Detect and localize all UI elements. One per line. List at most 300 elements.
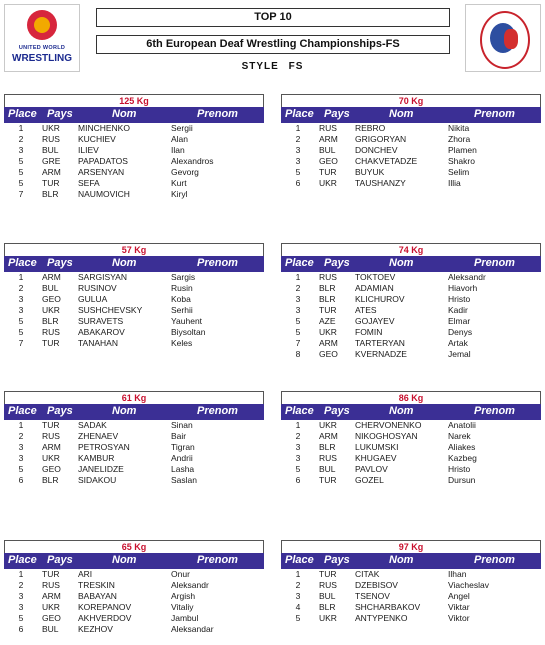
table-header bbox=[4, 107, 264, 123]
column-header-nom: Nom bbox=[389, 108, 414, 120]
firstname-cell: Aleksandar bbox=[171, 624, 214, 634]
column-header-prenom: Prenom bbox=[197, 108, 238, 120]
table-row bbox=[4, 431, 264, 442]
table-row bbox=[281, 338, 541, 349]
surname-cell: GRIGORYAN bbox=[355, 134, 407, 144]
firstname-cell: Dursun bbox=[448, 475, 476, 485]
table-row bbox=[4, 442, 264, 453]
firstname-cell: Sargis bbox=[171, 272, 196, 282]
place-cell: 2 bbox=[295, 431, 301, 441]
column-header-place: Place bbox=[8, 108, 37, 120]
page-title: TOP 10 bbox=[96, 8, 450, 27]
firstname-cell: Aleksandr bbox=[448, 272, 486, 282]
table-row bbox=[281, 134, 541, 145]
weight-category-panel bbox=[4, 243, 264, 349]
surname-cell: SHCHARBAKOV bbox=[355, 602, 421, 612]
surname-cell: CHAKVETADZE bbox=[355, 156, 418, 166]
weight-class-title: 125 Kg bbox=[4, 94, 264, 107]
country-cell: TUR bbox=[42, 178, 60, 188]
table-row bbox=[4, 134, 264, 145]
country-cell: RUS bbox=[319, 123, 337, 133]
place-cell: 5 bbox=[18, 167, 24, 177]
surname-cell: TAUSHANZY bbox=[355, 178, 406, 188]
firstname-cell: Gevorg bbox=[171, 167, 199, 177]
place-cell: 7 bbox=[18, 189, 24, 199]
surname-cell: TRESKIN bbox=[78, 580, 115, 590]
place-cell: 2 bbox=[18, 580, 24, 590]
table-header bbox=[4, 553, 264, 569]
table-row bbox=[4, 591, 264, 602]
country-cell: TUR bbox=[319, 305, 337, 315]
firstname-cell: Hristo bbox=[448, 464, 471, 474]
place-cell: 2 bbox=[18, 283, 24, 293]
surname-cell: RUSINOV bbox=[78, 283, 117, 293]
firstname-cell: Selim bbox=[448, 167, 470, 177]
firstname-cell: Angel bbox=[448, 591, 470, 601]
country-cell: GRE bbox=[42, 156, 61, 166]
table-row bbox=[281, 156, 541, 167]
table-row bbox=[281, 167, 541, 178]
surname-cell: SIDAKOU bbox=[78, 475, 117, 485]
surname-cell: ARSENYAN bbox=[78, 167, 125, 177]
place-cell: 1 bbox=[18, 272, 24, 282]
column-header-pays: Pays bbox=[47, 554, 73, 566]
uww-emblem-icon bbox=[27, 10, 57, 40]
firstname-cell: Sergii bbox=[171, 123, 193, 133]
country-cell: UKR bbox=[42, 123, 60, 133]
country-cell: ARM bbox=[42, 442, 61, 452]
weight-category-panel bbox=[281, 540, 541, 624]
championship-title: 6th European Deaf Wrestling Championships-FS bbox=[96, 35, 450, 54]
place-cell: 3 bbox=[18, 591, 24, 601]
country-cell: TUR bbox=[42, 420, 60, 430]
table-row bbox=[281, 316, 541, 327]
place-cell: 3 bbox=[18, 442, 24, 452]
surname-cell: GULUA bbox=[78, 294, 108, 304]
country-cell: RUS bbox=[42, 580, 60, 590]
surname-cell: ZHENAEV bbox=[78, 431, 119, 441]
firstname-cell: Yauhent bbox=[171, 316, 203, 326]
column-header-prenom: Prenom bbox=[474, 554, 515, 566]
table-row bbox=[4, 189, 264, 200]
country-cell: BLR bbox=[319, 442, 336, 452]
firstname-cell: Ilan bbox=[171, 145, 185, 155]
surname-cell: KLICHUROV bbox=[355, 294, 405, 304]
surname-cell: TANAHAN bbox=[78, 338, 118, 348]
table-row bbox=[281, 294, 541, 305]
surname-cell: FOMIN bbox=[355, 327, 383, 337]
weight-class-title: 57 Kg bbox=[4, 243, 264, 256]
place-cell: 5 bbox=[18, 156, 24, 166]
table-row bbox=[281, 591, 541, 602]
deaf-championship-logo bbox=[465, 4, 541, 72]
weight-class-title: 61 Kg bbox=[4, 391, 264, 404]
surname-cell: MINCHENKO bbox=[78, 123, 130, 133]
table-row bbox=[4, 569, 264, 580]
country-cell: TUR bbox=[319, 475, 337, 485]
country-cell: TUR bbox=[319, 167, 337, 177]
place-cell: 2 bbox=[18, 134, 24, 144]
place-cell: 2 bbox=[18, 431, 24, 441]
place-cell: 7 bbox=[18, 338, 24, 348]
column-header-nom: Nom bbox=[389, 554, 414, 566]
country-cell: UKR bbox=[319, 327, 337, 337]
firstname-cell: Kiryl bbox=[171, 189, 188, 199]
surname-cell: PAPADATOS bbox=[78, 156, 128, 166]
table-row bbox=[4, 123, 264, 134]
table-row bbox=[4, 624, 264, 635]
place-cell: 5 bbox=[295, 327, 301, 337]
country-cell: GEO bbox=[319, 156, 338, 166]
surname-cell: SEFA bbox=[78, 178, 100, 188]
country-cell: UKR bbox=[42, 305, 60, 315]
firstname-cell: Keles bbox=[171, 338, 193, 348]
table-row bbox=[281, 442, 541, 453]
place-cell: 1 bbox=[295, 569, 301, 579]
style-value: FS bbox=[288, 61, 304, 72]
country-cell: BLR bbox=[42, 475, 59, 485]
country-cell: ARM bbox=[42, 272, 61, 282]
column-header-nom: Nom bbox=[112, 554, 137, 566]
country-cell: UKR bbox=[42, 453, 60, 463]
country-cell: RUS bbox=[319, 453, 337, 463]
table-row bbox=[281, 420, 541, 431]
firstname-cell: Hiavorh bbox=[448, 283, 478, 293]
surname-cell: ANTYPENKO bbox=[355, 613, 408, 623]
column-header-place: Place bbox=[8, 405, 37, 417]
surname-cell: KHUGAEV bbox=[355, 453, 397, 463]
column-header-nom: Nom bbox=[112, 405, 137, 417]
table-row bbox=[281, 613, 541, 624]
firstname-cell: Zhora bbox=[448, 134, 471, 144]
surname-cell: SADAK bbox=[78, 420, 107, 430]
country-cell: GEO bbox=[42, 294, 61, 304]
weight-category-panel bbox=[4, 391, 264, 486]
surname-cell: BUYUK bbox=[355, 167, 385, 177]
table-row bbox=[4, 167, 264, 178]
table-row bbox=[4, 283, 264, 294]
country-cell: RUS bbox=[319, 272, 337, 282]
firstname-cell: Shakro bbox=[448, 156, 475, 166]
firstname-cell: Anatolii bbox=[448, 420, 476, 430]
table-row bbox=[4, 145, 264, 156]
firstname-cell: Alan bbox=[171, 134, 189, 144]
country-cell: UKR bbox=[42, 602, 60, 612]
table-header bbox=[281, 404, 541, 420]
surname-cell: KVERNADZE bbox=[355, 349, 407, 359]
firstname-cell: Plamen bbox=[448, 145, 477, 155]
country-cell: BLR bbox=[42, 189, 59, 199]
firstname-cell: Argish bbox=[171, 591, 196, 601]
country-cell: BUL bbox=[319, 464, 336, 474]
firstname-cell: Vitaliy bbox=[171, 602, 194, 612]
weight-class-title: 74 Kg bbox=[281, 243, 541, 256]
place-cell: 3 bbox=[295, 294, 301, 304]
place-cell: 3 bbox=[295, 442, 301, 452]
firstname-cell: Artak bbox=[448, 338, 468, 348]
table-row bbox=[281, 283, 541, 294]
table-row bbox=[4, 178, 264, 189]
country-cell: BUL bbox=[42, 145, 59, 155]
place-cell: 5 bbox=[295, 316, 301, 326]
surname-cell: NIKOGHOSYAN bbox=[355, 431, 418, 441]
uww-logo-line2: WRESTLING bbox=[12, 53, 72, 64]
place-cell: 2 bbox=[295, 134, 301, 144]
country-cell: AZE bbox=[319, 316, 336, 326]
place-cell: 3 bbox=[295, 145, 301, 155]
table-row bbox=[4, 272, 264, 283]
place-cell: 6 bbox=[295, 475, 301, 485]
table-header bbox=[4, 256, 264, 272]
firstname-cell: Narek bbox=[448, 431, 471, 441]
table-row bbox=[4, 294, 264, 305]
place-cell: 3 bbox=[18, 453, 24, 463]
table-row bbox=[281, 272, 541, 283]
country-cell: BLR bbox=[319, 294, 336, 304]
column-header-place: Place bbox=[285, 554, 314, 566]
country-cell: UKR bbox=[319, 613, 337, 623]
weight-category-panel bbox=[281, 391, 541, 486]
country-cell: RUS bbox=[42, 134, 60, 144]
table-row bbox=[4, 613, 264, 624]
place-cell: 5 bbox=[18, 178, 24, 188]
firstname-cell: Illia bbox=[448, 178, 461, 188]
firstname-cell: Rusin bbox=[171, 283, 193, 293]
surname-cell: SARGISYAN bbox=[78, 272, 127, 282]
place-cell: 3 bbox=[295, 453, 301, 463]
surname-cell: SURAVETS bbox=[78, 316, 124, 326]
country-cell: GEO bbox=[42, 464, 61, 474]
column-header-place: Place bbox=[8, 257, 37, 269]
column-header-pays: Pays bbox=[324, 257, 350, 269]
column-header-nom: Nom bbox=[389, 257, 414, 269]
place-cell: 8 bbox=[295, 349, 301, 359]
place-cell: 3 bbox=[18, 145, 24, 155]
column-header-place: Place bbox=[285, 405, 314, 417]
firstname-cell: Aliakes bbox=[448, 442, 476, 452]
table-row bbox=[4, 338, 264, 349]
country-cell: TUR bbox=[42, 569, 60, 579]
surname-cell: ILIEV bbox=[78, 145, 99, 155]
firstname-cell: Kadir bbox=[448, 305, 468, 315]
surname-cell: KAMBUR bbox=[78, 453, 115, 463]
firstname-cell: Kazbeg bbox=[448, 453, 477, 463]
place-cell: 5 bbox=[295, 464, 301, 474]
surname-cell: KUCHIEV bbox=[78, 134, 116, 144]
table-row bbox=[4, 156, 264, 167]
table-row bbox=[281, 123, 541, 134]
table-row bbox=[281, 464, 541, 475]
country-cell: TUR bbox=[319, 569, 337, 579]
table-row bbox=[281, 178, 541, 189]
country-cell: TUR bbox=[42, 338, 60, 348]
firstname-cell: Onur bbox=[171, 569, 190, 579]
place-cell: 1 bbox=[18, 123, 24, 133]
place-cell: 5 bbox=[295, 613, 301, 623]
table-row bbox=[4, 453, 264, 464]
country-cell: ARM bbox=[42, 591, 61, 601]
weight-class-title: 97 Kg bbox=[281, 540, 541, 553]
country-cell: BLR bbox=[319, 602, 336, 612]
table-row bbox=[281, 580, 541, 591]
firstname-cell: Koba bbox=[171, 294, 191, 304]
weight-category-panel bbox=[281, 243, 541, 360]
firstname-cell: Bair bbox=[171, 431, 187, 441]
column-header-pays: Pays bbox=[324, 108, 350, 120]
firstname-cell: Elmar bbox=[448, 316, 471, 326]
table-row bbox=[4, 327, 264, 338]
surname-cell: CHERVONENKO bbox=[355, 420, 422, 430]
country-cell: BLR bbox=[42, 316, 59, 326]
surname-cell: JANELIDZE bbox=[78, 464, 124, 474]
surname-cell: GOZEL bbox=[355, 475, 384, 485]
country-cell: BLR bbox=[319, 283, 336, 293]
column-header-place: Place bbox=[285, 108, 314, 120]
table-row bbox=[281, 327, 541, 338]
style-label: STYLE bbox=[241, 61, 279, 72]
table-row bbox=[4, 602, 264, 613]
table-row bbox=[4, 475, 264, 486]
column-header-prenom: Prenom bbox=[197, 405, 238, 417]
surname-cell: TOKTOEV bbox=[355, 272, 396, 282]
firstname-cell: Tigran bbox=[171, 442, 195, 452]
place-cell: 6 bbox=[295, 178, 301, 188]
place-cell: 5 bbox=[295, 167, 301, 177]
table-row bbox=[281, 145, 541, 156]
firstname-cell: Viacheslav bbox=[448, 580, 489, 590]
championship-seal-icon bbox=[480, 11, 530, 69]
table-row bbox=[4, 464, 264, 475]
column-header-nom: Nom bbox=[112, 257, 137, 269]
place-cell: 1 bbox=[295, 123, 301, 133]
column-header-place: Place bbox=[285, 257, 314, 269]
place-cell: 4 bbox=[295, 602, 301, 612]
column-header-pays: Pays bbox=[324, 554, 350, 566]
column-header-nom: Nom bbox=[112, 108, 137, 120]
column-header-pays: Pays bbox=[47, 405, 73, 417]
weight-category-panel bbox=[4, 94, 264, 200]
country-cell: RUS bbox=[319, 580, 337, 590]
surname-cell: ARI bbox=[78, 569, 93, 579]
surname-cell: GOJAYEV bbox=[355, 316, 395, 326]
surname-cell: BABAYAN bbox=[78, 591, 117, 601]
firstname-cell: Lasha bbox=[171, 464, 195, 474]
country-cell: BUL bbox=[319, 145, 336, 155]
firstname-cell: Ilhan bbox=[448, 569, 467, 579]
surname-cell: SUSHCHEVSKY bbox=[78, 305, 143, 315]
place-cell: 1 bbox=[18, 569, 24, 579]
weight-class-title: 86 Kg bbox=[281, 391, 541, 404]
table-row bbox=[281, 602, 541, 613]
firstname-cell: Jemal bbox=[448, 349, 471, 359]
country-cell: ARM bbox=[319, 134, 338, 144]
column-header-pays: Pays bbox=[47, 108, 73, 120]
surname-cell: KOREPANOV bbox=[78, 602, 132, 612]
column-header-pays: Pays bbox=[324, 405, 350, 417]
table-row bbox=[4, 316, 264, 327]
surname-cell: KEZHOV bbox=[78, 624, 113, 634]
surname-cell: ADAMIAN bbox=[355, 283, 394, 293]
table-row bbox=[281, 453, 541, 464]
place-cell: 5 bbox=[18, 327, 24, 337]
country-cell: BUL bbox=[319, 591, 336, 601]
firstname-cell: Andrii bbox=[171, 453, 193, 463]
country-cell: GEO bbox=[42, 613, 61, 623]
column-header-prenom: Prenom bbox=[197, 257, 238, 269]
firstname-cell: Alexandros bbox=[171, 156, 214, 166]
column-header-place: Place bbox=[8, 554, 37, 566]
place-cell: 5 bbox=[18, 316, 24, 326]
weight-class-title: 70 Kg bbox=[281, 94, 541, 107]
firstname-cell: Saslan bbox=[171, 475, 197, 485]
weight-category-panel bbox=[281, 94, 541, 189]
country-cell: ARM bbox=[319, 338, 338, 348]
country-cell: UKR bbox=[319, 420, 337, 430]
column-header-pays: Pays bbox=[47, 257, 73, 269]
table-header bbox=[281, 256, 541, 272]
table-header bbox=[281, 107, 541, 123]
surname-cell: NAUMOVICH bbox=[78, 189, 130, 199]
country-cell: ARM bbox=[319, 431, 338, 441]
surname-cell: LUKUMSKI bbox=[355, 442, 399, 452]
table-row bbox=[4, 420, 264, 431]
surname-cell: ATES bbox=[355, 305, 377, 315]
table-row bbox=[281, 569, 541, 580]
place-cell: 2 bbox=[295, 580, 301, 590]
column-header-nom: Nom bbox=[389, 405, 414, 417]
place-cell: 2 bbox=[295, 283, 301, 293]
country-cell: UKR bbox=[319, 178, 337, 188]
place-cell: 3 bbox=[295, 305, 301, 315]
style-line bbox=[0, 61, 545, 72]
place-cell: 3 bbox=[18, 305, 24, 315]
place-cell: 7 bbox=[295, 338, 301, 348]
firstname-cell: Denys bbox=[448, 327, 473, 337]
surname-cell: PETROSYAN bbox=[78, 442, 130, 452]
firstname-cell: Aleksandr bbox=[171, 580, 209, 590]
table-header bbox=[4, 404, 264, 420]
firstname-cell: Serhii bbox=[171, 305, 193, 315]
country-cell: ARM bbox=[42, 167, 61, 177]
surname-cell: ABAKAROV bbox=[78, 327, 125, 337]
column-header-prenom: Prenom bbox=[197, 554, 238, 566]
place-cell: 3 bbox=[18, 602, 24, 612]
table-row bbox=[4, 305, 264, 316]
place-cell: 1 bbox=[18, 420, 24, 430]
table-row bbox=[281, 305, 541, 316]
firstname-cell: Viktor bbox=[448, 613, 470, 623]
column-header-prenom: Prenom bbox=[474, 405, 515, 417]
surname-cell: TSENOV bbox=[355, 591, 390, 601]
place-cell: 1 bbox=[295, 272, 301, 282]
surname-cell: PAVLOV bbox=[355, 464, 388, 474]
place-cell: 5 bbox=[18, 613, 24, 623]
firstname-cell: Biysoltan bbox=[171, 327, 206, 337]
place-cell: 3 bbox=[18, 294, 24, 304]
surname-cell: REBRO bbox=[355, 123, 386, 133]
firstname-cell: Nikita bbox=[448, 123, 470, 133]
surname-cell: CITAK bbox=[355, 569, 380, 579]
weight-category-panel bbox=[4, 540, 264, 635]
country-cell: RUS bbox=[42, 327, 60, 337]
surname-cell: TARTERYAN bbox=[355, 338, 405, 348]
firstname-cell: Hristo bbox=[448, 294, 471, 304]
place-cell: 6 bbox=[18, 624, 24, 634]
place-cell: 1 bbox=[295, 420, 301, 430]
firstname-cell: Kurt bbox=[171, 178, 187, 188]
table-header bbox=[281, 553, 541, 569]
weight-class-title: 65 Kg bbox=[4, 540, 264, 553]
